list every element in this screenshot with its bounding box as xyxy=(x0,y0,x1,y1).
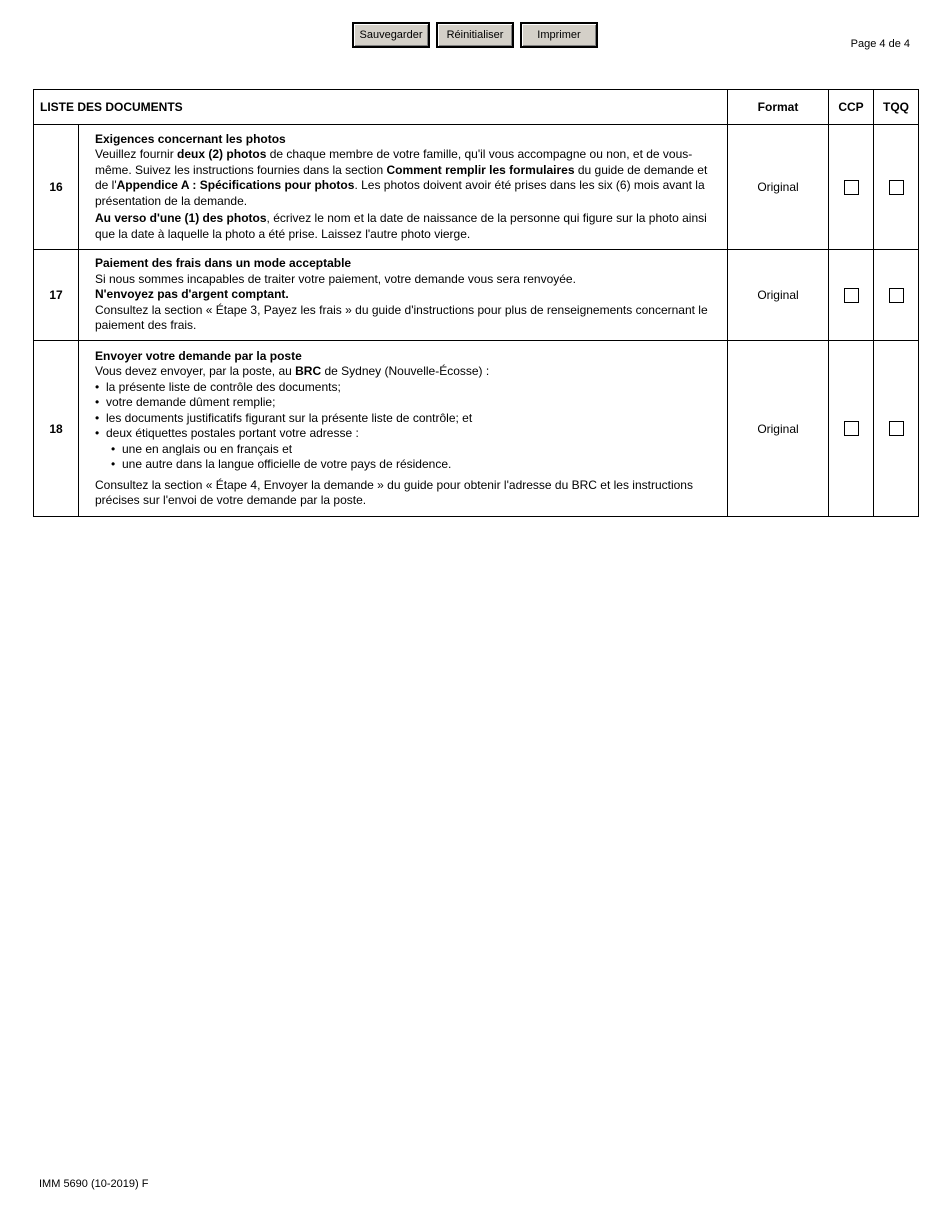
text-segment-bold: Comment remplir les formulaires xyxy=(386,162,575,177)
ccp-checkbox[interactable] xyxy=(844,288,859,303)
reset-button[interactable]: Réinitialiser xyxy=(436,22,514,48)
row-number: 18 xyxy=(34,341,79,517)
row-description xyxy=(79,341,728,517)
text-segment: du guide de demande et de l' xyxy=(95,162,708,193)
row-title: Envoyer votre demande par la poste xyxy=(95,348,302,363)
tqq-checkbox[interactable] xyxy=(889,421,904,436)
text-segment-bold: Au verso d'une (1) des photos xyxy=(95,211,267,226)
photo-back-instructions xyxy=(95,211,711,242)
list-item: • la présente liste de contrôle des documents; xyxy=(95,380,711,396)
tqq-checkbox[interactable] xyxy=(889,288,904,303)
list-item: • deux étiquettes postales portant votre adresse : xyxy=(95,426,711,442)
print-button[interactable]: Imprimer xyxy=(520,22,598,48)
form-code: IMM 5690 (10-2019) F xyxy=(39,1178,149,1190)
tqq-cell xyxy=(874,341,919,517)
column-header-ccp: CCP xyxy=(829,90,874,125)
text-segment-bold: BRC xyxy=(295,364,322,378)
ccp-cell xyxy=(829,341,874,517)
format-value: Original xyxy=(728,341,829,517)
list-item: • votre demande dûment remplie; xyxy=(95,395,711,411)
text-segment: Vous devez envoyer, par la poste, au xyxy=(95,364,296,378)
page-number: Page 4 de 4 xyxy=(850,38,910,50)
list-item: • une en anglais ou en français et xyxy=(95,442,711,458)
tqq-cell xyxy=(874,125,919,250)
text-segment: de Sydney (Nouvelle-Écosse) : xyxy=(321,364,490,378)
ccp-checkbox[interactable] xyxy=(844,180,859,195)
payment-reference: Consultez la section « Étape 3, Payez les frais » du guide d'instructions pour plus de renseignements concernant le paiement des frais. xyxy=(95,302,708,333)
text-segment: de chaque membre de votre famille, qu'il vous accompagne ou non, et de vous-même. Suivez les instructions fournies dans la section xyxy=(95,147,693,177)
format-value: Original xyxy=(728,125,829,250)
table-row xyxy=(34,250,919,341)
tqq-checkbox[interactable] xyxy=(889,180,904,195)
row-description xyxy=(79,250,728,341)
ccp-cell xyxy=(829,250,874,341)
column-header-format: Format xyxy=(728,90,829,125)
mailing-reference: Consultez la section « Étape 4, Envoyer la demande » du guide pour obtenir l'adresse du BRC et les instructions précises sur l'envoi de votre demande par la poste. xyxy=(95,477,693,507)
documents-table xyxy=(33,89,919,517)
list-item: • les documents justificatifs figurant sur la présente liste de contrôle; et xyxy=(95,411,711,427)
table-row xyxy=(34,125,919,250)
mailing-list xyxy=(95,380,711,442)
ccp-checkbox[interactable] xyxy=(844,421,859,436)
ccp-cell xyxy=(829,125,874,250)
table-header-row xyxy=(34,90,919,125)
photo-instructions xyxy=(95,147,711,209)
form-toolbar xyxy=(352,22,598,48)
row-number: 17 xyxy=(34,250,79,341)
tqq-cell xyxy=(874,250,919,341)
table-title: LISTE DES DOCUMENTS xyxy=(34,90,728,125)
row-number: 16 xyxy=(34,125,79,250)
text-segment-bold: deux (2) photos xyxy=(177,147,267,162)
text-segment: Veuillez fournir xyxy=(95,147,178,162)
text-segment: . Les photos doivent avoir été prises dans les six (6) mois avant la présentation de la demande. xyxy=(95,178,705,208)
mailing-sub-list xyxy=(95,442,711,473)
save-button[interactable]: Sauvegarder xyxy=(352,22,430,48)
row-title: Paiement des frais dans un mode acceptable xyxy=(95,256,352,271)
column-header-tqq: TQQ xyxy=(874,90,919,125)
format-value: Original xyxy=(728,250,829,341)
table-row xyxy=(34,341,919,517)
row-description xyxy=(79,125,728,250)
no-cash-warning: N'envoyez pas d'argent comptant. xyxy=(95,287,289,302)
payment-note: Si nous sommes incapables de traiter votre paiement, votre demande vous sera renvoyée. xyxy=(95,271,576,286)
text-segment-bold: Appendice A : Spécifications pour photos xyxy=(116,178,355,193)
row-title: Exigences concernant les photos xyxy=(95,131,286,146)
mailing-intro xyxy=(95,364,711,380)
list-item: • une autre dans la langue officielle de votre pays de résidence. xyxy=(95,457,711,473)
text-segment: , écrivez le nom et la date de naissance de la personne qui figure sur la photo ainsi que la date à laquelle la photo a été prise. Laissez l'autre photo vierge. xyxy=(95,211,707,241)
